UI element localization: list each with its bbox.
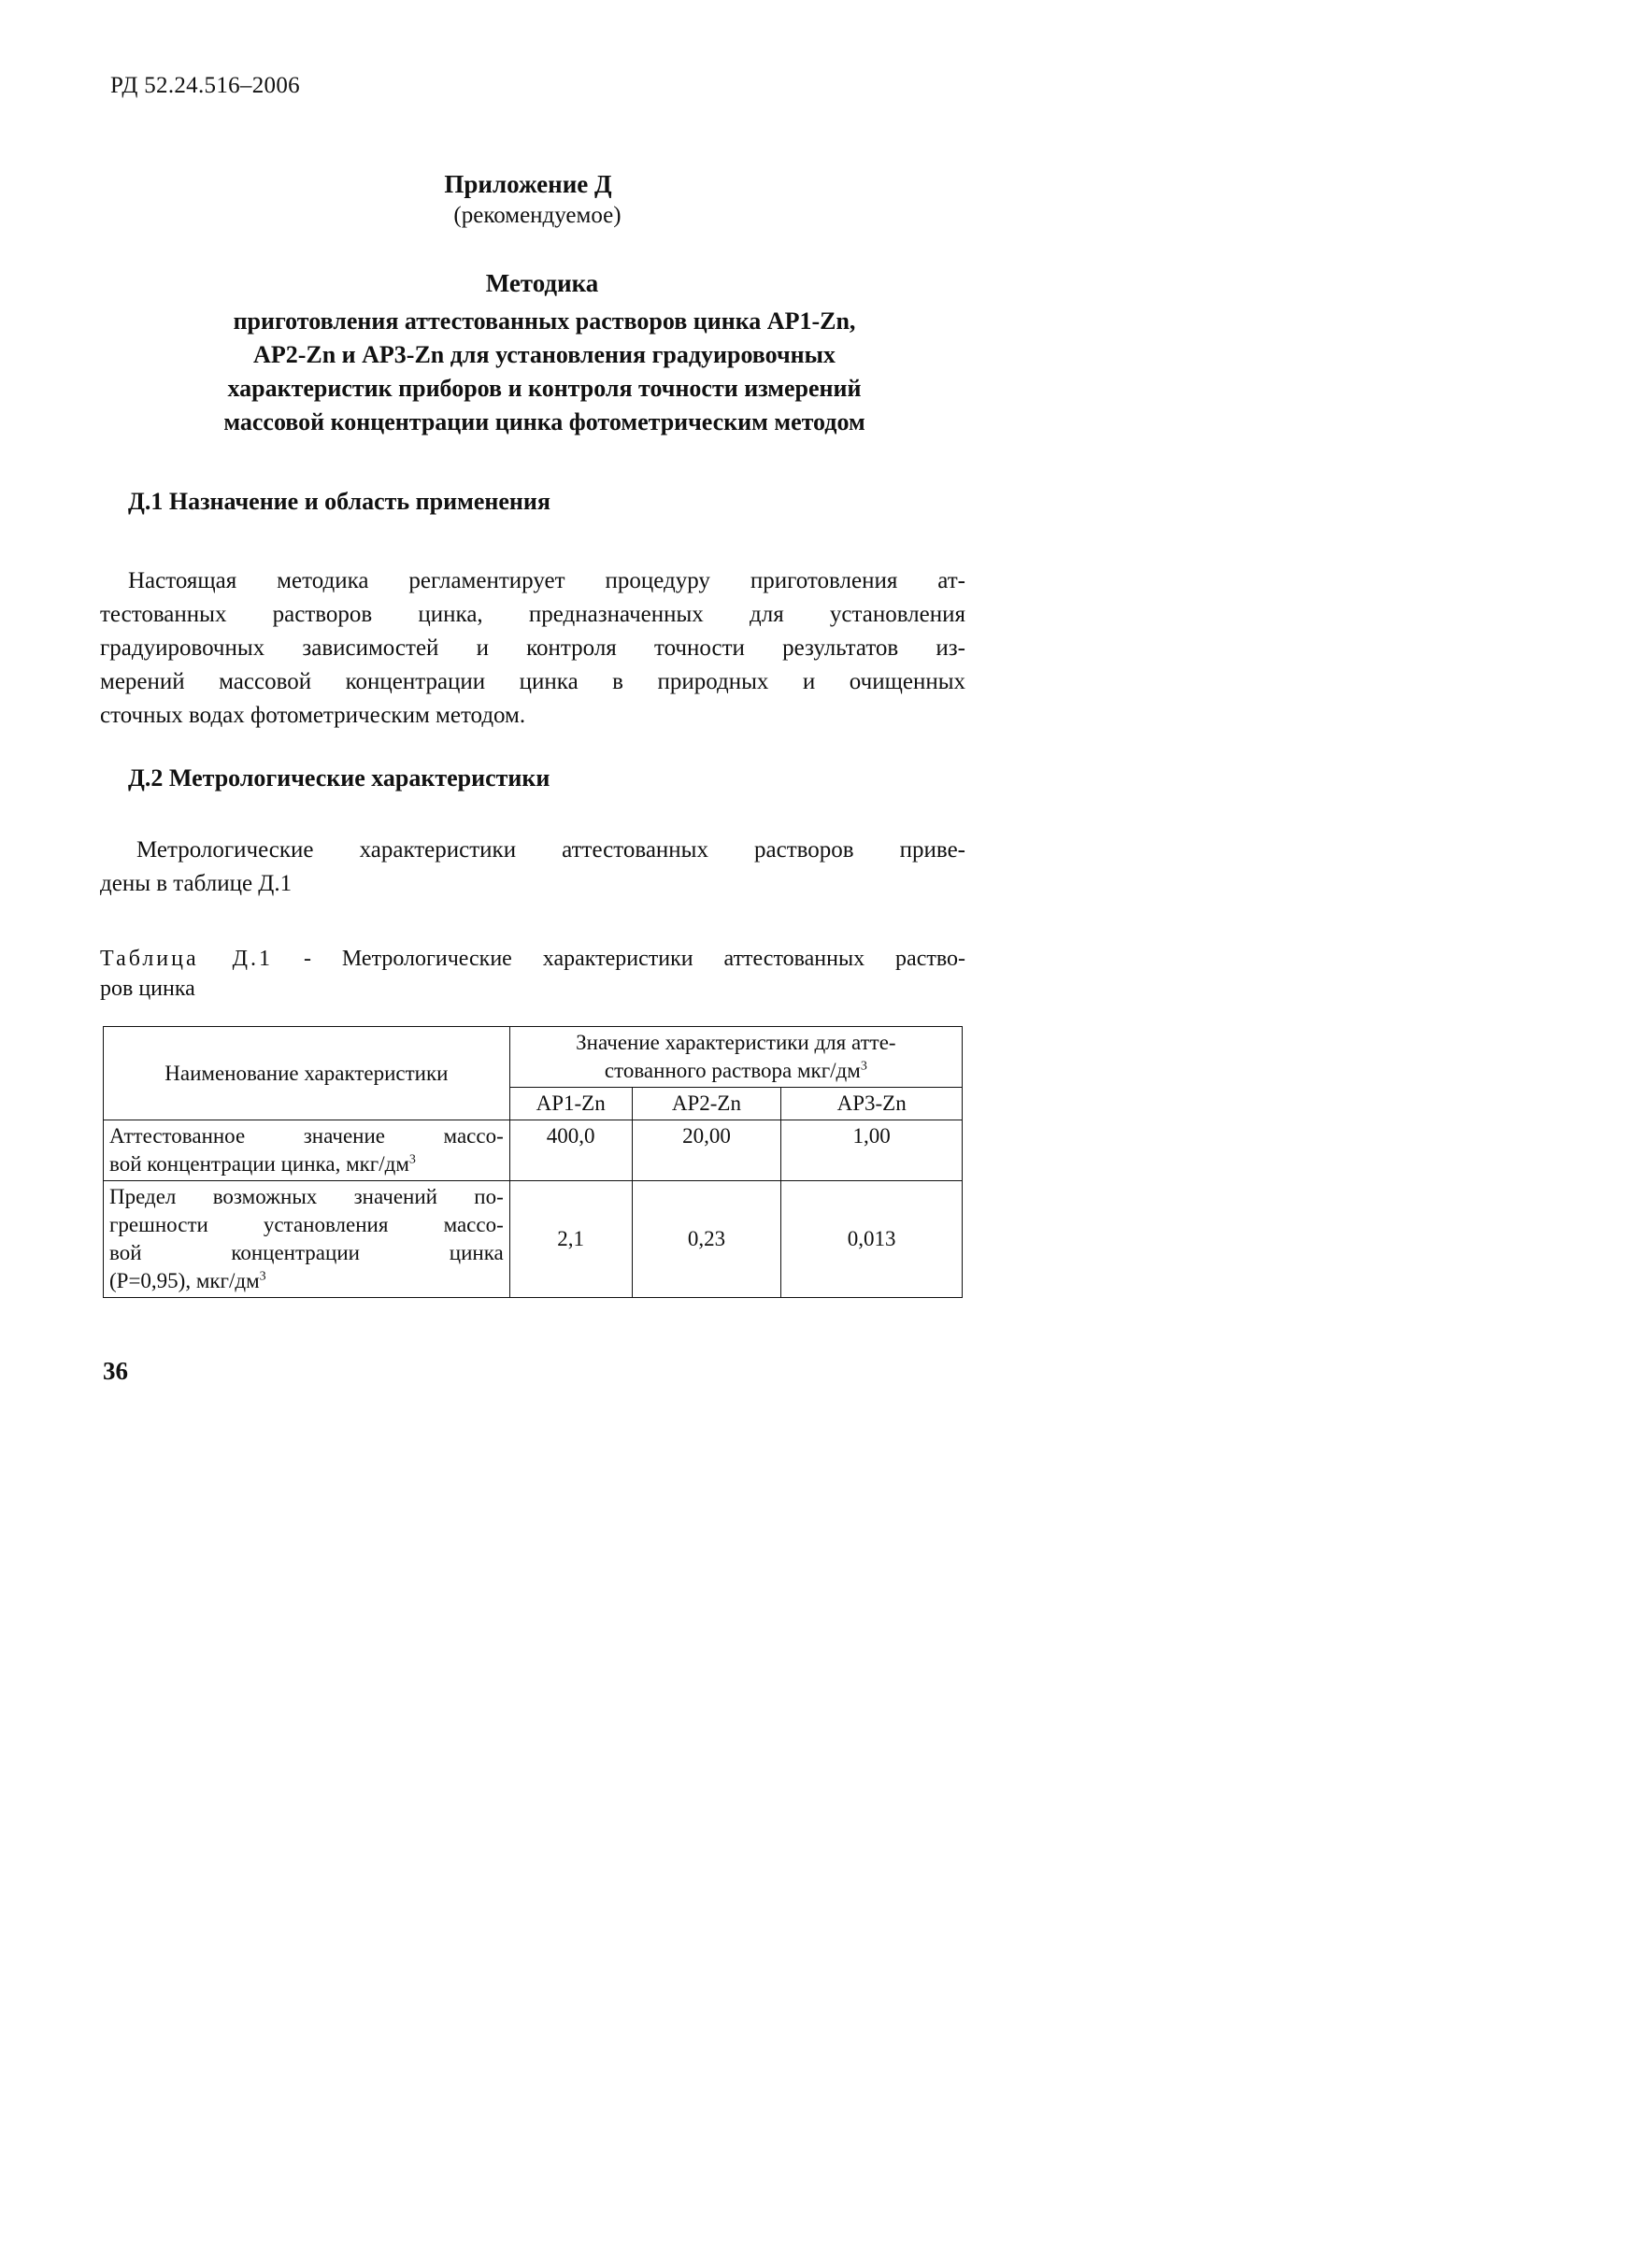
method-title: Методика — [485, 269, 599, 297]
column-header: АР2-Zn — [632, 1088, 781, 1120]
method-line: характеристик приборов и контроля точности измерений — [227, 375, 862, 402]
characteristics-table — [103, 1026, 963, 1298]
table-cell: 20,00 — [632, 1120, 781, 1181]
paragraph-line: мерений массовой концентрации цинка в природных и очищенных — [100, 669, 965, 694]
header-group-line-2 — [516, 1057, 956, 1085]
caption-text: - Метрологические характеристики аттестованных раство- — [272, 947, 966, 971]
appendix-subtitle: (рекомендуемое) — [453, 203, 622, 228]
paragraph-line: дены в таблице Д.1 — [100, 871, 293, 896]
row-label-line-last — [109, 1267, 504, 1295]
caption-label: Таблица Д.1 — [100, 947, 273, 971]
column-header: АР3-Zn — [781, 1088, 963, 1120]
header-group-text: стованного раствора мкг/дм — [604, 1059, 861, 1082]
row-label-line: Аттестованное значение массо- — [109, 1124, 504, 1148]
row-label-line: вой концентрации цинка — [109, 1241, 504, 1264]
header-group-line: Значение характеристики для атте- — [576, 1031, 896, 1054]
table-cell: 0,013 — [781, 1181, 963, 1298]
unit-superscript: 3 — [860, 1059, 867, 1074]
unit-superscript: 3 — [408, 1152, 416, 1167]
method-line: АР2-Zn и АР3-Zn для установления градуировочных — [253, 341, 836, 368]
method-line: приготовления аттестованных растворов цинка АР1-Zn, — [233, 307, 856, 335]
method-description — [0, 305, 1089, 439]
table-cell: 1,00 — [781, 1120, 963, 1181]
section-1-paragraph-body — [100, 598, 965, 733]
row-label-text: вой концентрации цинка, мкг/дм — [109, 1152, 409, 1176]
table-header-row — [104, 1027, 963, 1088]
row-label-line: Предел возможных значений по- — [109, 1185, 504, 1208]
section-2-paragraph — [136, 834, 965, 867]
row-label — [104, 1181, 510, 1298]
row-label-line: грешности установления массо- — [109, 1213, 504, 1236]
row-label — [104, 1120, 510, 1181]
header-name-cell: Наименование характеристики — [104, 1027, 510, 1120]
table-cell: 0,23 — [632, 1181, 781, 1298]
document-code: РД 52.24.516–2006 — [110, 73, 300, 98]
table-row — [104, 1181, 963, 1298]
table-row — [104, 1120, 963, 1181]
table-caption — [100, 944, 965, 1004]
paragraph-line: тестованных растворов цинка, предназначенных для установления — [100, 602, 965, 627]
method-line: массовой концентрации цинка фотометрическим методом — [223, 408, 865, 435]
caption-line: ров цинка — [100, 977, 195, 1001]
column-header: АР1-Zn — [509, 1088, 632, 1120]
table-cell: 400,0 — [509, 1120, 632, 1181]
appendix-title: Приложение Д — [444, 170, 612, 198]
section-1-paragraph — [128, 564, 965, 598]
section-2-paragraph-body — [100, 867, 965, 901]
table-cell: 2,1 — [509, 1181, 632, 1298]
paragraph-line: Настоящая методика регламентирует процедуру приготовления ат- — [128, 568, 965, 593]
unit-superscript: 3 — [259, 1269, 266, 1284]
header-value-group — [509, 1027, 962, 1088]
row-label-text: (Р=0,95), мкг/дм — [109, 1269, 260, 1292]
caption-line — [100, 944, 965, 974]
paragraph-line: Метрологические характеристики аттестованных растворов приве- — [136, 837, 965, 863]
section-1-heading: Д.1 Назначение и область применения — [128, 488, 550, 515]
paragraph-line: градуировочных зависимостей и контроля точности результатов из- — [100, 635, 965, 661]
row-label-line-last — [109, 1150, 504, 1178]
section-2-heading: Д.2 Метрологические характеристики — [128, 764, 550, 792]
page-number: 36 — [103, 1357, 128, 1385]
paragraph-line: сточных водах фотометрическим методом. — [100, 703, 526, 728]
